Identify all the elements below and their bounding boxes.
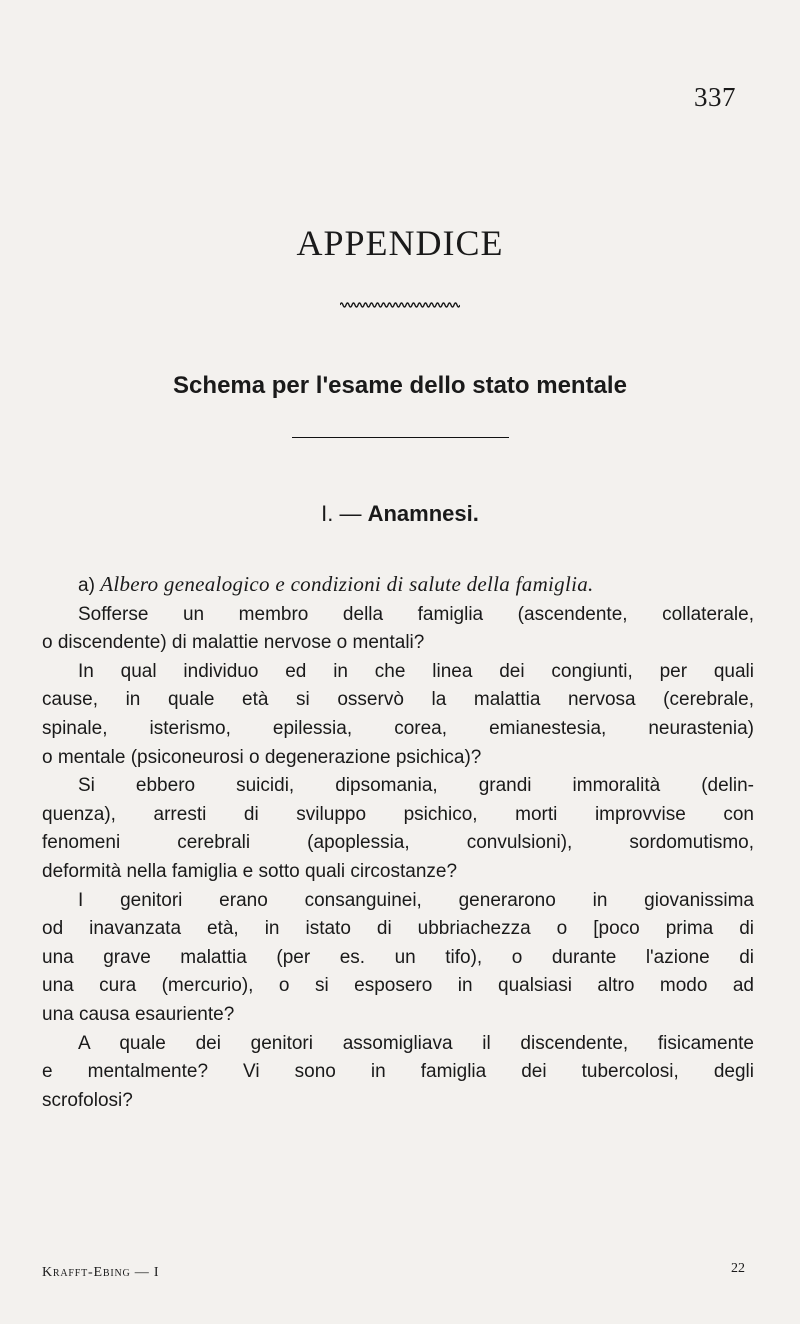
- text-line: una grave malattia (per es. un tifo), o durante l'azione di: [42, 946, 754, 968]
- text-line: Sofferse un membro della famiglia (ascendente, collaterale,: [78, 603, 754, 625]
- horizontal-rule: [292, 437, 509, 438]
- subsection-number: I. —: [321, 501, 362, 526]
- page-number: 337: [694, 82, 736, 112]
- subsection-heading: [0, 503, 800, 525]
- text-line: e mentalmente? Vi sono in famiglia dei tubercolosi, degli: [42, 1061, 754, 1083]
- text-line: una causa esauriente?: [42, 1003, 235, 1025]
- text-line: In qual individuo ed in che linea dei congiunti, per quali: [78, 660, 754, 682]
- text-line: Si ebbero suicidi, dipsomania, grandi immoralità (delin-: [78, 775, 754, 797]
- text-line: cause, in quale età si osservò la malattia nervosa (cerebrale,: [42, 689, 754, 711]
- paragraph-label: a): [78, 575, 95, 596]
- footer-signature: Krafft-Ebing — I: [42, 1265, 160, 1280]
- text-line: I genitori erano consanguinei, generarono in giovanissima: [78, 889, 754, 911]
- text-line: o mentale (psiconeurosi o degenerazione psichica)?: [42, 746, 482, 768]
- text-line: quenza), arresti di sviluppo psichico, morti improvvise con: [42, 803, 754, 825]
- body-text: [42, 570, 754, 1115]
- paragraph-heading: Albero genealogico e condizioni di salute della famiglia.: [100, 572, 594, 596]
- paragraph-heading-line: [42, 570, 754, 601]
- text-line: spinale, isterismo, epilessia, corea, emianestesia, neurastenia): [42, 717, 754, 739]
- text-line: A quale dei genitori assomigliava il discendente, fisicamente: [78, 1032, 754, 1054]
- decorative-wavy-divider: [340, 300, 460, 310]
- section-title: Schema per l'esame dello stato mentale: [173, 372, 627, 399]
- text-line: fenomeni cerebrali (apoplessia, convulsioni), sordomutismo,: [42, 832, 754, 854]
- text-line: scrofolosi?: [42, 1089, 133, 1111]
- text-line: deformità nella famiglia e sotto quali circostanze?: [42, 860, 458, 882]
- page-title: APPENDICE: [296, 223, 504, 263]
- text-line: una cura (mercurio), o si esposero in qualsiasi altro modo ad: [42, 975, 754, 997]
- footer-sheet-number: 22: [731, 1261, 745, 1276]
- text-line: od inavanzata età, in istato di ubbriachezza o [poco prima di: [42, 918, 754, 940]
- subsection-title: Anamnesi.: [367, 501, 479, 526]
- text-line: o discendente) di malattie nervose o mentali?: [42, 632, 425, 654]
